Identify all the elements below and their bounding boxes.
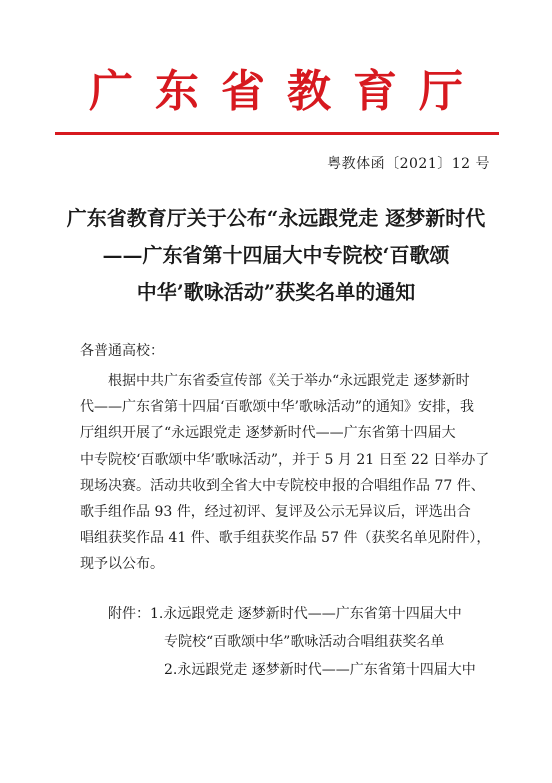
body-line: 根据中共广东省委宣传部《关于举办“永远跟党走 逐梦新时 — [108, 373, 470, 389]
document-number: 粤教体函〔2021〕12 号 — [327, 156, 490, 172]
body-line: 现予以公布。 — [80, 556, 164, 573]
body-line: 中专院校‘百歌颂中华’歌咏活动”，并于 5 月 21 日至 22 日举办了 — [80, 451, 490, 468]
attachment-item-1-continued: 专院校“百歌颂中华”歌咏活动合唱组获奖名单 — [164, 634, 445, 650]
body-line: 唱组获奖作品 41 件、歌手组获奖作品 57 件（获奖名单见附件）， — [80, 530, 491, 547]
body-paragraph — [80, 368, 490, 578]
issuing-org-header: 广东省教育厅 — [89, 66, 485, 117]
attachment-item-1: 附件：1.永远跟党走 逐梦新时代——广东省第十四届大中 — [108, 606, 462, 622]
attachments-section — [80, 600, 500, 684]
document-title — [40, 200, 512, 311]
body-line: 代——广东省第十四届‘百歌颂中华’歌咏活动”的通知》安排，我 — [80, 399, 475, 416]
body-line: 歌手组作品 93 件，经过初评、复评及公示无异议后，评选出合 — [80, 504, 471, 521]
title-line: 广东省教育厅关于公布“永远跟党走 逐梦新时代 — [66, 206, 486, 230]
salutation: 各普通高校： — [80, 343, 164, 359]
title-line: 中华’歌咏活动”获奖名单的通知 — [136, 280, 416, 304]
title-line: ——广东省第十四届大中专院校‘百歌颂 — [102, 243, 450, 267]
body-line: 厅组织开展了“永远跟党走 逐梦新时代——广东省第十四届大 — [80, 425, 456, 442]
header-red-rule — [55, 132, 499, 135]
attachment-item-2: 2.永远跟党走 逐梦新时代——广东省第十四届大中 — [164, 662, 476, 678]
body-line: 现场决赛。活动共收到全省大中专院校申报的合唱组作品 77 件、 — [80, 477, 485, 494]
